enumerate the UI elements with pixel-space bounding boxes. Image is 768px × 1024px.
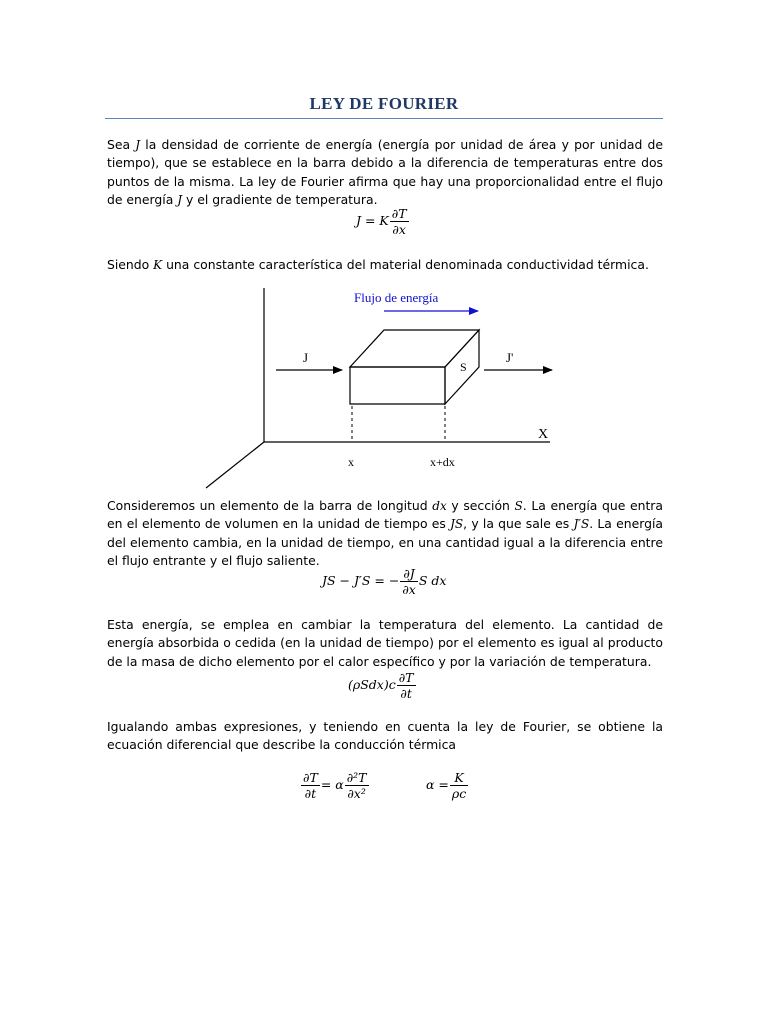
text-run: . La energía del elemento cambia, en la unidad de tiempo, en una cantidad igual a la diferencia entre el flujo entrante y el flujo saliente.	[107, 516, 663, 568]
math-symbol-j: J	[135, 138, 141, 152]
fraction-numerator: ∂²T	[346, 770, 367, 785]
equation-fourier-law	[356, 206, 410, 237]
paragraph-heat: Esta energía, se emplea en cambiar la temperatura del elemento. La cantidad de energía absorbida o cedida (en la unidad de tiempo) por el elemento es igual al producto de la masa de dicho elemento por el calor específico y por la variación de temperatura.	[107, 617, 663, 669]
fraction-numerator: ∂J	[400, 566, 418, 582]
text-run: Consideremos un elemento de la barra de longitud	[107, 498, 433, 513]
fraction-denominator: ρc	[451, 786, 467, 801]
paragraph-intro	[107, 136, 663, 209]
fraction-denominator: ∂t	[304, 786, 317, 801]
x-axis-label: X	[538, 427, 549, 442]
math-symbol-j: J	[177, 192, 183, 207]
equation-heat-change	[348, 670, 417, 701]
fraction-numerator: ∂T	[303, 770, 318, 785]
text-run: . La energía que entra en el elemento de volumen en la unidad de tiempo es	[107, 498, 663, 532]
text-run: , y la que sale es	[463, 516, 574, 532]
page-title: LEY DE FOURIER	[309, 94, 459, 113]
energy-flow-label: Flujo de energía	[354, 290, 439, 305]
text-run: y el gradiente de temperatura.	[182, 191, 378, 207]
math-symbol-k: K	[153, 258, 163, 272]
energy-flux-diagram	[200, 280, 580, 490]
equation-lhs: J = K	[356, 213, 389, 228]
equation-energy-balance	[322, 566, 446, 597]
math-symbol-s: S	[514, 499, 523, 513]
equation-lhs: α =	[426, 777, 449, 792]
fraction-denominator: ∂x	[402, 582, 416, 597]
equation-rhs: S dx	[418, 573, 447, 588]
fraction	[397, 670, 416, 701]
fraction-denominator: ∂x²	[347, 786, 366, 801]
text-run: la densidad de corriente de energía (energía por unidad de área y por unidad de tiempo), que se establece en la barra debido a la diferencia de temperaturas entre dos puntos de la misma. La ley de Fourier afirma que hay una proporcionalidad entre el flujo de energía	[107, 137, 664, 207]
fraction	[390, 206, 409, 237]
x-tick-label: x	[348, 455, 354, 469]
equation-diffusivity	[426, 770, 469, 801]
text-run: una constante característica del material denominada conductividad térmica.	[162, 257, 649, 272]
fraction	[400, 566, 418, 597]
fraction	[345, 770, 369, 801]
text-run: Siendo	[107, 257, 154, 272]
xdx-tick-label: x+dx	[430, 455, 455, 469]
paragraph-element	[107, 497, 663, 570]
equation-operator: = α	[320, 777, 344, 792]
fraction-numerator: ∂T	[398, 670, 414, 685]
title-divider	[105, 118, 663, 119]
equation-heat-diffusion	[300, 770, 370, 801]
fraction-denominator: ∂t	[400, 686, 412, 701]
z-axis-line	[206, 442, 264, 488]
outgoing-flux-label: J'	[506, 350, 514, 365]
fraction-numerator: K	[450, 770, 468, 786]
section-label: S	[460, 360, 467, 374]
paragraph-conductivity	[107, 256, 663, 274]
equation-lhs: (ρSdx)c	[348, 677, 396, 692]
math-symbol-jps: J′S	[573, 517, 590, 532]
fraction-denominator: ∂x	[392, 222, 406, 237]
equation-lhs: JS − J′S = −	[322, 573, 400, 588]
fraction	[450, 770, 468, 801]
math-symbol-js: JS	[450, 517, 464, 532]
fraction-numerator: ∂T	[391, 206, 407, 221]
fraction	[301, 770, 320, 801]
paragraph-conclusion: Igualando ambas expresiones, y teniendo en cuenta la ley de Fourier, se obtiene la ecuación diferencial que describe la conducción térmica	[107, 719, 663, 753]
element-front-face	[350, 367, 445, 404]
text-run: Sea	[107, 137, 136, 152]
incoming-flux-label: J	[303, 350, 309, 365]
math-symbol-dx: dx	[432, 499, 447, 513]
text-run: y sección	[446, 498, 515, 513]
